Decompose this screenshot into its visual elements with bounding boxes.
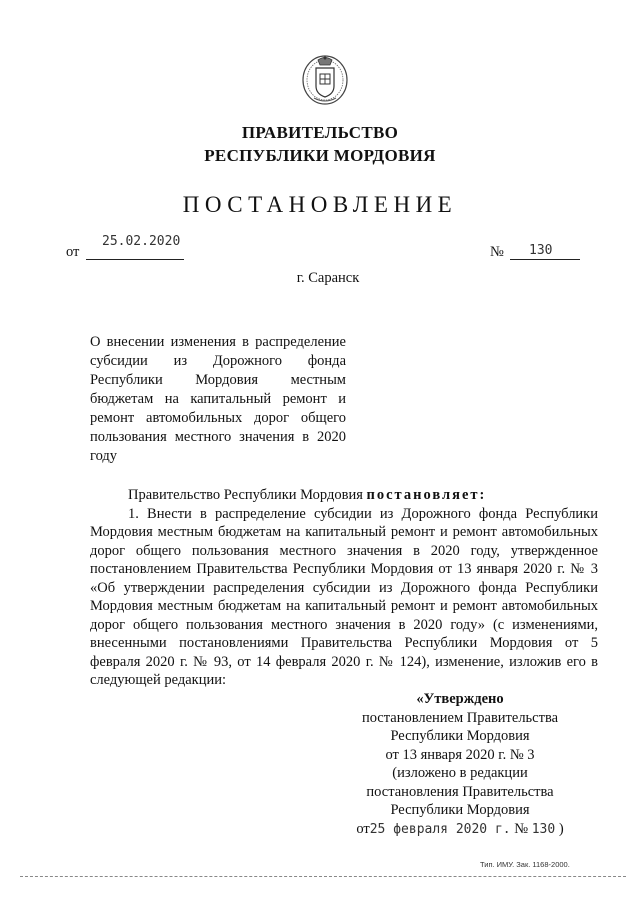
- approval-line-4: (изложено в редакции: [392, 765, 528, 781]
- approval-number: 130: [531, 821, 556, 837]
- document-body: [90, 486, 598, 690]
- date-value: 25.02.2020: [102, 234, 181, 249]
- approval-line-1: постановлением Правительства: [361, 709, 559, 726]
- number-underline: [510, 259, 580, 260]
- approval-line-6: Республики Мордовия: [390, 802, 530, 818]
- number-value: 130: [529, 243, 553, 258]
- approval-date: 25 февраля 2020 г.: [369, 821, 511, 837]
- org-name-line1: ПРАВИТЕЛЬСТВО: [241, 123, 399, 142]
- city: г. Саранск: [296, 270, 360, 286]
- approval-line-7: [340, 820, 580, 840]
- approval-date-prefix: от: [356, 820, 370, 837]
- approval-line-5: постановления Правительства: [366, 783, 554, 800]
- page-cut-line: [20, 876, 626, 877]
- number-prefix: №: [490, 244, 504, 260]
- approval-line-2: Республики Мордовия: [390, 728, 530, 744]
- approval-closing-paren: ): [558, 820, 564, 837]
- print-note: Тип. ИМУ. Зак. 1168-2000.: [480, 860, 570, 869]
- approval-number-prefix: №: [514, 820, 529, 837]
- document-subject: О внесении изменения в распределение субсидии из Дорожного фонда Республики Мордовия местным бюджетам на капитальный ремонт и ремонт автомобильных дорог общего пользования местного значения в 2020 году: [90, 334, 346, 464]
- date-underline: [86, 259, 184, 260]
- approval-block: [340, 690, 580, 839]
- paragraph-1: 1. Внести в распределение субсидии из Дорожного фонда Республики Мордовия местным бюджетам на капитальный ремонт и ремонт автомобильных дорог общего пользования местного значения в 2020 году, утвержденное постановлением Правительства Республики Мордовия от 13 января 2020 г. № 3 «Об утверждении распределения субсидии из Дорожного фонда Республики Мордовия местным бюджетам на капитальный ремонт и ремонт автомобильных дорог общего пользования местного значения в 2020 году» (с изменениями, внесенными постановлениями Правительства Республики Мордовия от 5 февраля 2020 г. № 93, от 14 февраля 2020 г. № 124), изменение, изложив его в следующей редакции:: [90, 505, 598, 688]
- approval-line-3: от 13 января 2020 г. № 3: [385, 746, 535, 763]
- document-type-title: ПОСТАНОВЛЕНИЕ: [182, 192, 458, 217]
- approval-title: «Утверждено: [416, 691, 504, 707]
- coat-of-arms-icon: [300, 52, 350, 106]
- org-name-line2: РЕСПУБЛИКИ МОРДОВИЯ: [204, 146, 436, 165]
- intro-decree-word: постановляет:: [366, 487, 487, 503]
- intro-paragraph: [90, 486, 598, 505]
- intro-text: Правительство Республики Мордовия: [128, 487, 367, 503]
- date-prefix: от: [66, 244, 80, 260]
